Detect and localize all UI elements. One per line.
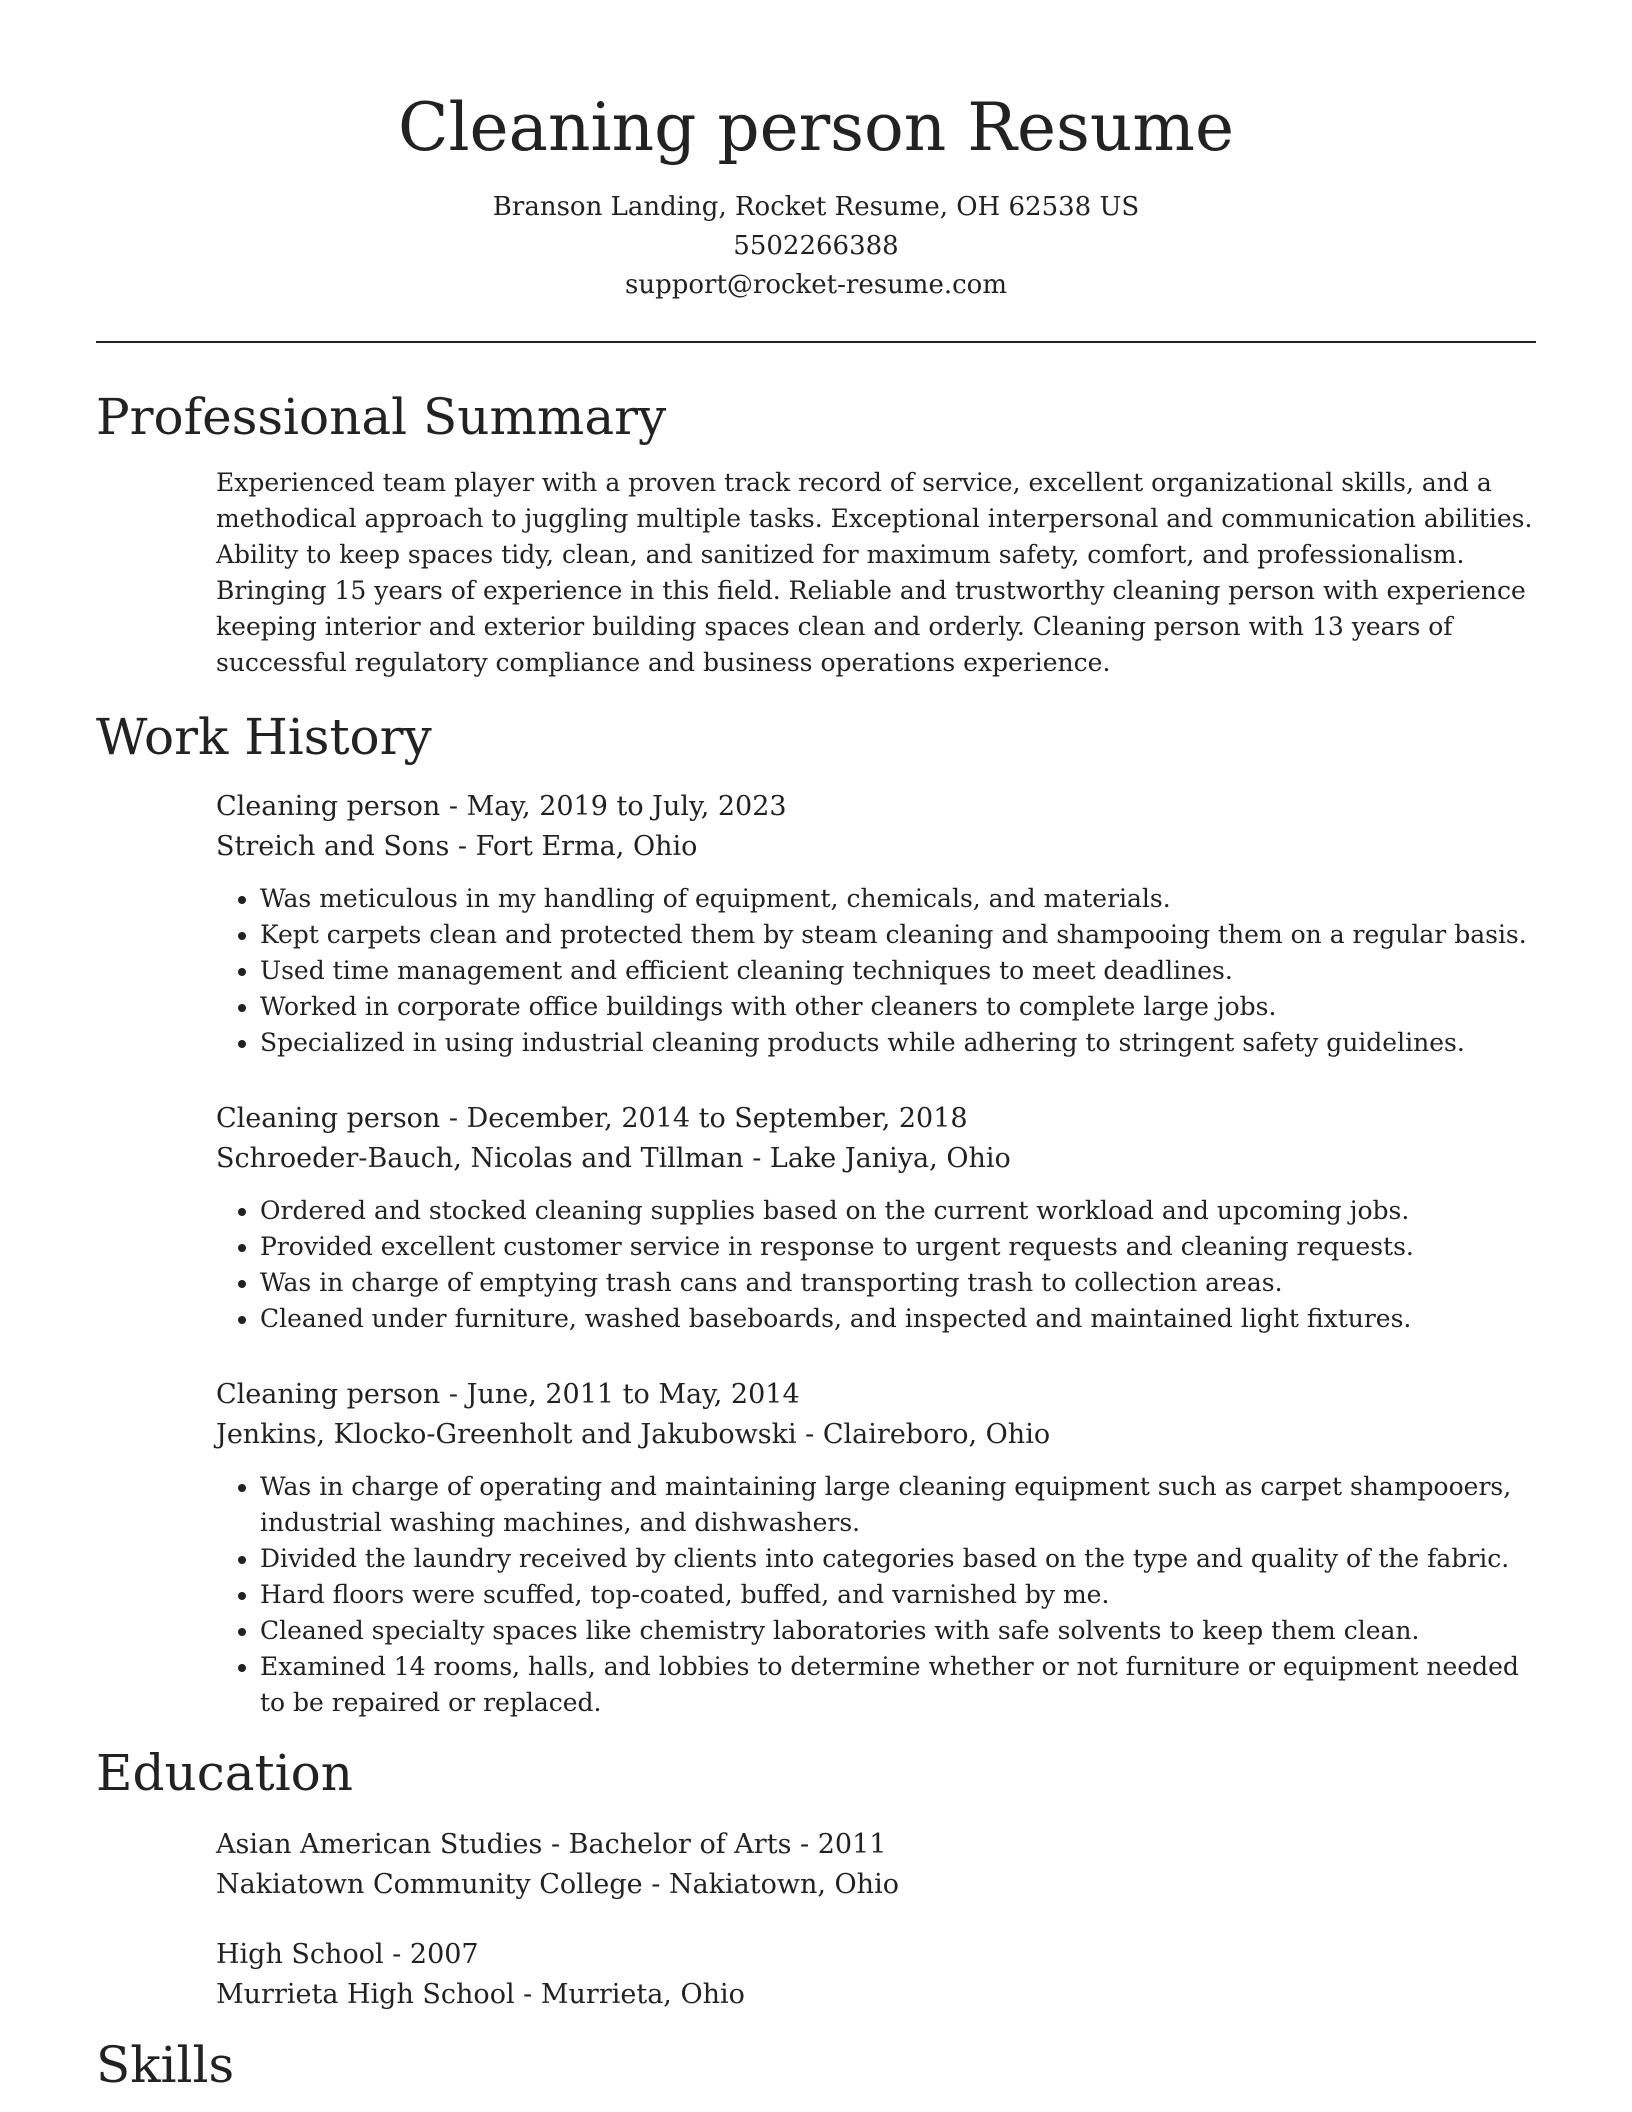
separator: - xyxy=(440,791,467,822)
separator: - xyxy=(642,1869,669,1900)
job-bullet: • Worked in corporate office buildings with other cleaners to complete large jobs. xyxy=(260,989,1536,1025)
job-role: Cleaning person xyxy=(216,1103,441,1134)
education-degree: Bachelor of Arts xyxy=(568,1829,792,1860)
job-bullet: • Was meticulous in my handling of equipment, chemicals, and materials. xyxy=(260,881,1536,917)
job-bullet: • Kept carpets clean and protected them by steam cleaning and shampooing them on a regular basis. xyxy=(260,917,1536,953)
job-bullet: • Cleaned specialty spaces like chemistry laboratories with safe solvents to keep them clean. xyxy=(260,1613,1536,1649)
separator: - xyxy=(791,1829,818,1860)
separator: - xyxy=(449,831,476,862)
job-role: Cleaning person xyxy=(216,791,441,822)
education-location: Nakiatown, Ohio xyxy=(668,1869,899,1900)
job-location: Lake Janiya, Ohio xyxy=(769,1143,1011,1174)
resume-title: Cleaning person Resume xyxy=(397,89,1235,166)
education-heading: Education xyxy=(96,1744,353,1802)
job-bullet: • Hard floors were scuffed, top-coated, buffed, and varnished by me. xyxy=(260,1577,1536,1613)
separator: - xyxy=(440,1379,467,1410)
job-bullets xyxy=(216,1469,1536,1721)
job-location: Claireboro, Ohio xyxy=(822,1419,1051,1450)
job-company-line xyxy=(216,827,1536,867)
contact-address: Branson Landing, Rocket Resume, OH 62538 US xyxy=(492,192,1140,222)
separator: - xyxy=(383,1939,410,1970)
education-entry xyxy=(216,1825,1536,1905)
job-bullet: • Used time management and efficient cleaning techniques to meet deadlines. xyxy=(260,953,1536,989)
job-bullets xyxy=(216,881,1536,1061)
education-field: High School xyxy=(216,1939,384,1970)
job-role-line xyxy=(216,1375,1536,1415)
job-bullet: • Cleaned under furniture, washed baseboards, and inspected and maintained light fixtures. xyxy=(260,1301,1536,1337)
education-school-line xyxy=(216,1975,1536,2015)
job-company-line xyxy=(216,1139,1536,1179)
job-bullet: • Was in charge of emptying trash cans and transporting trash to collection areas. xyxy=(260,1265,1536,1301)
job-role-line xyxy=(216,787,1536,827)
job-dates: May, 2019 to July, 2023 xyxy=(466,791,787,822)
education-year: 2011 xyxy=(817,1829,887,1860)
job-bullet: • Ordered and stocked cleaning supplies based on the current workload and upcoming jobs. xyxy=(260,1193,1536,1229)
contact-phone: 5502266388 xyxy=(733,231,899,261)
job-entry xyxy=(216,787,1536,1061)
job-company: Streich and Sons xyxy=(216,831,450,862)
job-bullet: • Provided excellent customer service in response to urgent requests and cleaning requests. xyxy=(260,1229,1536,1265)
education-field: Asian American Studies xyxy=(216,1829,543,1860)
resume-header xyxy=(96,0,1536,305)
job-location: Fort Erma, Ohio xyxy=(475,831,698,862)
header-divider xyxy=(96,341,1536,343)
education-year: 2007 xyxy=(409,1939,479,1970)
job-dates: June, 2011 to May, 2014 xyxy=(466,1379,800,1410)
job-entry xyxy=(216,1099,1536,1337)
skills-heading: Skills xyxy=(96,2036,235,2094)
education-entry xyxy=(216,1935,1536,2015)
job-bullet: • Was in charge of operating and maintaining large cleaning equipment such as carpet shampooers, industrial washing machines, and dishwashers. xyxy=(260,1469,1536,1541)
job-company-line xyxy=(216,1415,1536,1455)
job-role-line xyxy=(216,1099,1536,1139)
job-company: Schroeder-Bauch, Nicolas and Tillman xyxy=(216,1143,744,1174)
summary-heading: Professional Summary xyxy=(96,388,667,446)
separator: - xyxy=(514,1979,541,2010)
job-bullets xyxy=(216,1193,1536,1337)
education-school: Nakiatown Community College xyxy=(216,1869,643,1900)
job-bullet: • Divided the laundry received by clients into categories based on the type and quality of the fabric. xyxy=(260,1541,1536,1577)
contact-email: support@rocket-resume.com xyxy=(624,270,1007,300)
separator: - xyxy=(440,1103,467,1134)
education-school-line xyxy=(216,1865,1536,1905)
job-role: Cleaning person xyxy=(216,1379,441,1410)
job-entry xyxy=(216,1375,1536,1721)
job-dates: December, 2014 to September, 2018 xyxy=(466,1103,968,1134)
separator: - xyxy=(743,1143,770,1174)
work-history-heading: Work History xyxy=(96,708,432,766)
job-company: Jenkins, Klocko-Greenholt and Jakubowski xyxy=(216,1419,797,1450)
education-school: Murrieta High School xyxy=(216,1979,515,2010)
separator: - xyxy=(796,1419,823,1450)
job-bullet: • Specialized in using industrial cleaning products while adhering to stringent safety guidelines. xyxy=(260,1025,1536,1061)
separator: - xyxy=(542,1829,569,1860)
summary-text: Experienced team player with a proven track record of service, excellent organizational skills, and a methodical approach to juggling multiple tasks. Exceptional interpersonal and communication abilities. Ability to keep spaces tidy, clean, and sanitized for maximum safety, comfort, and professionalism. Bringing 15 years of experience in this field. Reliable and trustworthy cleaning person with experience keeping interior and exterior building spaces clean and orderly. Cleaning person with 13 years of successful regulatory compliance and business operations experience. xyxy=(216,468,1533,677)
contact-info xyxy=(96,188,1536,305)
education-location: Murrieta, Ohio xyxy=(540,1979,745,2010)
job-bullet: • Examined 14 rooms, halls, and lobbies to determine whether or not furniture or equipment needed to be repaired or replaced. xyxy=(260,1649,1536,1721)
education-degree-line xyxy=(216,1825,1536,1865)
education-degree-line xyxy=(216,1935,1536,1975)
